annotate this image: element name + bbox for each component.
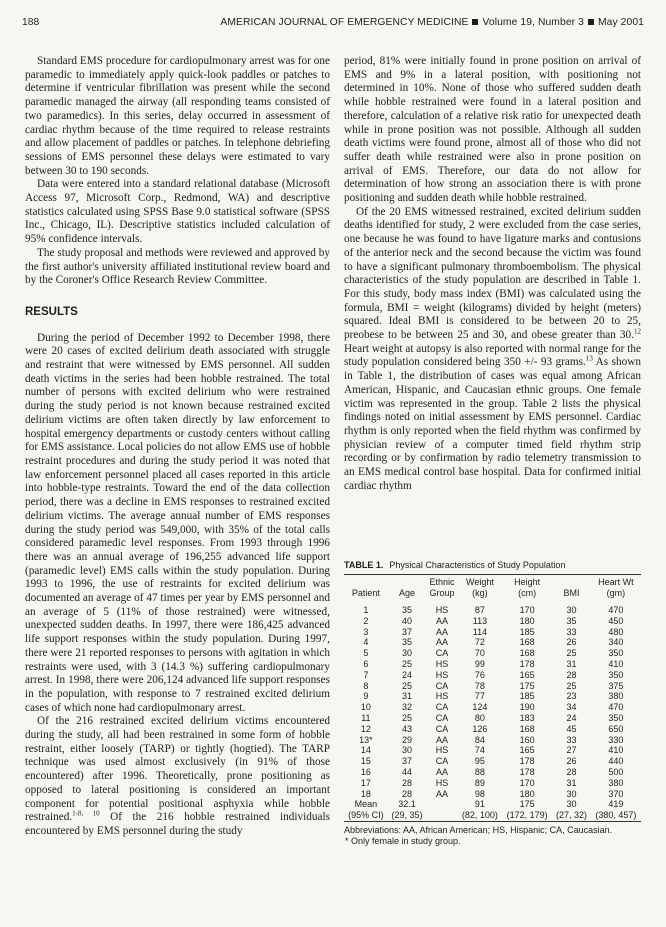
table-row xyxy=(344,648,641,659)
table-cell: 35 xyxy=(401,605,412,615)
table-cell: 34 xyxy=(566,702,577,713)
table-cell: 74 xyxy=(474,745,485,756)
table-cell: CA xyxy=(435,648,449,659)
table-cell: 99 xyxy=(474,658,485,669)
table-cell: 410 xyxy=(608,745,624,756)
table-cell: 10 xyxy=(360,702,371,713)
table-cell: 37 xyxy=(401,626,412,637)
table-row xyxy=(344,767,641,778)
reference-superscript: 12 xyxy=(634,327,641,336)
table-cell: 98 xyxy=(474,788,485,799)
table-row xyxy=(344,713,641,724)
table-cell: 23 xyxy=(566,691,577,702)
table-cell: 15 xyxy=(360,756,371,767)
table-cell: CA xyxy=(435,712,449,723)
table-cell: 16 xyxy=(360,766,371,777)
table-cell: 28 xyxy=(401,777,412,788)
table-cell: 8 xyxy=(363,680,369,691)
table-cell: 35 xyxy=(566,615,577,626)
page-number: 188 xyxy=(22,16,40,28)
table-row xyxy=(344,659,641,670)
table-cell: 25 xyxy=(401,680,412,691)
table-cell: 180 xyxy=(519,615,535,626)
table-row xyxy=(344,735,641,746)
table-cell: HS xyxy=(435,691,449,702)
table-cell: 77 xyxy=(474,691,485,702)
table-cell: 30 xyxy=(566,788,577,799)
table-1 xyxy=(344,560,641,847)
table-title: Physical Characteristics of Study Population xyxy=(389,560,566,570)
table-cell: 9 xyxy=(363,691,369,702)
table-cell: 380 xyxy=(608,777,624,788)
table-cell: 7 xyxy=(363,669,369,680)
table-cell: AA xyxy=(435,637,448,648)
table-cell: AA xyxy=(435,734,448,745)
table-cell: 178 xyxy=(519,756,535,767)
table-cell: 32.1 xyxy=(398,799,416,810)
table-cell: 44 xyxy=(401,766,412,777)
table-cell: 17 xyxy=(360,777,371,788)
table-cell: 500 xyxy=(608,766,624,777)
paragraph-text: As shown in Table 1, the distribution of cases was equal among African American, Hispanic, and Caucasian ethnic groups. One female victim was represented in the group. Table 2 lists the physical findings noted on initial assessment by EMS personnel. Cardiac rhythm is only reported when the field rhythm was confirmed by physician review of a computer timed field rhythm strip recording or by confirmation by radio telemetry transmission to an EMS medical control base hospital. Data for confirmed initial cardiac rhythm xyxy=(344,356,641,492)
table-cell: 350 xyxy=(608,669,624,680)
paragraph-text: Heart weight at autopsy is also reported with normal range for the study population considered being 350 +/- 93 grams. xyxy=(344,342,641,369)
table-cell: 168 xyxy=(519,723,535,734)
table-cell: 37 xyxy=(401,756,412,767)
table-cell: 88 xyxy=(474,766,485,777)
table-cell: 185 xyxy=(519,691,535,702)
table-caption xyxy=(344,560,641,570)
body-paragraph: period, 81% were initially found in prone position on arrival of EMS and 9% in a lateral position, with positioning not determined in 10%. None of those who suffered sudden death while hobble restrained were found in a lateral position and therefore, calculation of a relative risk ratio for unexpected death while in prone position was not possible. Although all sudden death victims were found prone, almost all of those who did not suffer death while restrained were also in prone position on arrival of EMS. Therefore, our data do not allow for determination of how strong an association there is with prone positioning and sudden death while hobble restrained. xyxy=(344,55,641,205)
table-cell: CA xyxy=(435,680,449,691)
table-cell: 31 xyxy=(566,777,577,788)
table-cell: 480 xyxy=(608,626,624,637)
table-cell: 410 xyxy=(608,658,624,669)
table-cell: 31 xyxy=(401,691,412,702)
table-cell: 33 xyxy=(566,734,577,745)
table-cell: 178 xyxy=(519,766,535,777)
separator-square-icon xyxy=(588,19,594,25)
table-cell: 380 xyxy=(608,691,624,702)
table-cell: 13* xyxy=(359,734,373,745)
journal-date: May 2001 xyxy=(597,16,644,28)
table-cell: 40 xyxy=(401,615,412,626)
table-cell: 26 xyxy=(566,637,577,648)
table-cell: 370 xyxy=(608,788,624,799)
table-cell: 30 xyxy=(566,799,577,810)
table-cell: 26 xyxy=(566,756,577,767)
table-cell: 28 xyxy=(566,669,577,680)
table-cell: (27, 32) xyxy=(556,810,588,821)
table-cell: 165 xyxy=(519,669,535,680)
table-cell: 45 xyxy=(566,723,577,734)
table-cell: HS xyxy=(435,605,449,615)
table-cell: 168 xyxy=(519,637,535,648)
header-text: (cm) xyxy=(518,588,537,598)
table-cell: (380, 457) xyxy=(595,810,637,821)
body-paragraph: During the period of December 1992 to December 1998, there were 20 cases of excited delirium death associated with struggle and restraint that were witnessed by EMS personnel. All sudden death victims in the series had been hobble restrained. The total number of persons with excited delirium who were restrained during the study period is not known because restrained excited delirium victims are often taken directly by law enforcement to hospital emergency departments or custody centers without calling for EMS assistance. Local policies do not allow EMS use of hobble restraint procedures and during the study period it was noted that law enforcement personnel placed all cases reported in this article into hobble-type restraints. Toward the end of the data collection period, there was a decline in EMS responses to restrained excited delirium victims. The average annual number of EMS responses during the study period was 549,000, with 35% of the total calls considered paramedic level responses. From 1993 through 1996 there was an annual average of 196,255 advanced life support (paramedic level) EMS calls within the study population. During 1993 to 1996, the use of restraints for excited delirium was documented an average of 47 times per year by EMS personnel and an average of 5 (11% of those restrained) were witnessed, unexpected sudden deaths. In 1997, there were 186,425 advanced life support responses within the study population. During 1997, there were 21 reported responses to persons with agitation in which restraints were used, with 3 (14.3 %) suffering cardiopulmonary arrest. In 1998, there were 206,124 advanced life support responses in the population, with response to 7 restrained excited delirium cases of which none had cardiopulmonary arrest. xyxy=(25,331,330,714)
table-cell: (172, 179) xyxy=(506,810,548,821)
table-cell: 25 xyxy=(401,658,412,669)
right-column xyxy=(344,55,641,494)
table-cell: 183 xyxy=(519,712,535,723)
table-row xyxy=(344,616,641,627)
table-cell: 95 xyxy=(474,756,485,767)
table-cell: 31 xyxy=(566,658,577,669)
table-column-header xyxy=(502,575,552,602)
running-header xyxy=(22,14,644,30)
table-cell: 5 xyxy=(363,648,369,659)
table-cell: 350 xyxy=(608,712,624,723)
table-cell: 165 xyxy=(519,745,535,756)
table-cell: 113 xyxy=(472,615,488,626)
table-cell: 25 xyxy=(566,648,577,659)
table-cell: 80 xyxy=(474,712,485,723)
table-cell: 330 xyxy=(608,734,624,745)
table-cell: 24 xyxy=(566,712,577,723)
table-cell: 12 xyxy=(360,723,371,734)
left-column xyxy=(25,55,330,839)
table-cell: 650 xyxy=(608,723,624,734)
table-cell: HS xyxy=(435,777,449,788)
section-heading-results: RESULTS xyxy=(25,305,78,318)
header-text: Age xyxy=(398,588,415,598)
table-cell: 30 xyxy=(401,648,412,659)
header-text: Group xyxy=(429,588,455,598)
table-cell: HS xyxy=(435,658,449,669)
table-cell: 30 xyxy=(566,605,577,615)
data-table xyxy=(344,575,641,821)
table-cell: 168 xyxy=(519,648,535,659)
reference-superscript: 1-8, 10 xyxy=(72,809,100,818)
table-column-header xyxy=(344,575,388,602)
table-cell: 11 xyxy=(361,712,371,723)
header-text: Ethnic xyxy=(429,577,455,587)
table-row xyxy=(344,724,641,735)
table-cell: 84 xyxy=(474,734,485,745)
table-column-header xyxy=(388,575,427,602)
journal-volume: Volume 19, Number 3 xyxy=(482,16,584,28)
header-text: (kg) xyxy=(472,588,488,598)
header-text: Patient xyxy=(351,588,380,598)
body-paragraph xyxy=(25,715,330,838)
footnote-female: * Only female in study group. xyxy=(345,835,461,846)
journal-line xyxy=(220,17,644,28)
table-cell: CA xyxy=(435,756,449,767)
table-cell: 170 xyxy=(519,777,535,788)
table-cell: AA xyxy=(435,788,448,799)
table-cell: 1 xyxy=(363,605,369,615)
table-cell: (82, 100) xyxy=(461,810,498,821)
table-cell: 190 xyxy=(519,702,535,713)
body-paragraph: Data were entered into a standard relational database (Microsoft Access 97, Microsoft Corp., Redmond, WA) and descriptive statistics calculated using SPSS Base 9.0 statistical software (SPSS Inc., Chicago, IL). Descriptive statistics included calculation of 95% confidence intervals. xyxy=(25,178,330,246)
table-cell: 70 xyxy=(474,648,485,659)
table-row xyxy=(344,778,641,789)
table-cell xyxy=(426,799,458,810)
table-row xyxy=(344,702,641,713)
footnote-abbreviations: Abbreviations: AA, African American; HS, Hispanic; CA, Caucasian. xyxy=(344,824,613,835)
table-row xyxy=(344,756,641,767)
table-cell: 29 xyxy=(401,734,412,745)
table-row xyxy=(344,691,641,702)
table-cell: 28 xyxy=(401,788,412,799)
header-text: Weight xyxy=(465,577,494,587)
body-paragraph: Standard EMS procedure for cardiopulmonary arrest was for one paramedic to immediately apply quick-look paddles or patches to determine if ventricular fibrillation was present while the second paramedic managed the airway (all responding teams consisted of two paramedics). In this series, delay occurred in assessment of cardiac rhythm because of the time required to release restraints and allow placement of paddles or patches. In telephone debriefing sessions of EMS personnel these delays were estimated to vary between 30 to 190 seconds. xyxy=(25,55,330,177)
table-cell: 126 xyxy=(472,723,488,734)
body-paragraph xyxy=(344,206,641,494)
paragraph-text: Of the 216 restrained excited delirium victims encountered during the study, all had been restrained in some form of hobble restraint, either loosely (TARP) or tightly (hogtied). The TARP technique was used almost exclusively (in 91% of those encountered) after 1996. Theoretically, prone positioning as opposed to lateral positioning is considered an important component for potential positional asphyxia while hobble restrained. xyxy=(25,715,330,824)
table-cell: 350 xyxy=(608,648,624,659)
table-cell: 175 xyxy=(519,680,535,691)
table-row xyxy=(344,799,641,810)
header-text: BMI xyxy=(563,588,580,598)
table-cell: 470 xyxy=(608,605,624,615)
table-cell: 89 xyxy=(474,777,485,788)
table-cell: 91 xyxy=(474,799,485,810)
paragraph-text: Of the 216 hobble restrained individuals encountered by EMS personnel during the study xyxy=(25,811,330,837)
table-cell: 30 xyxy=(401,745,412,756)
table-column-header xyxy=(552,575,591,602)
table-footnotes xyxy=(344,825,641,847)
table-cell: 450 xyxy=(608,615,624,626)
journal-title: AMERICAN JOURNAL OF EMERGENCY MEDICINE xyxy=(220,16,469,28)
table-row xyxy=(344,627,641,638)
table-cell: 87 xyxy=(474,605,485,615)
table-cell: 470 xyxy=(608,702,624,713)
table-bottom-rule xyxy=(344,821,641,822)
table-header-row xyxy=(344,575,641,602)
table-cell: 25 xyxy=(401,712,412,723)
table-cell: HS xyxy=(435,669,449,680)
table-cell: 25 xyxy=(566,680,577,691)
paragraph-text: Of the 20 EMS witnessed restrained, excited delirium sudden deaths identified for study, 2 were excluded from the case series, one because he was found to have ligature marks and contusions of the anterior neck and the second because the victim was found to have a significant pulmonary thromboembolism. The physical characteristics of the study population are described in Table 1. For this study, body mass index (BMI) was calculated using the formula, BMI = weight (kilograms) divided by height (meters) squared. Ideal BMI is considered to be between 20 to 25, preobese to be between 25 and 30, and obese greater than 30. xyxy=(344,205,641,342)
table-row xyxy=(344,670,641,681)
table-cell: 33 xyxy=(566,626,577,637)
table-cell: Mean xyxy=(354,799,378,810)
table-row xyxy=(344,745,641,756)
table-cell: AA xyxy=(435,626,448,637)
table-cell: 170 xyxy=(519,605,535,615)
table-column-header xyxy=(458,575,502,602)
table-cell: 185 xyxy=(519,626,535,637)
table-number: TABLE 1. xyxy=(344,560,384,570)
table-cell: 180 xyxy=(519,788,535,799)
separator-square-icon xyxy=(472,19,478,25)
table-cell xyxy=(426,810,458,821)
table-cell: HS xyxy=(435,745,449,756)
table-cell: (95% CI) xyxy=(348,810,384,821)
table-cell: CA xyxy=(435,702,449,713)
table-column-header xyxy=(426,575,458,602)
table-row xyxy=(344,637,641,648)
table-cell: 419 xyxy=(608,799,624,810)
table-cell: 78 xyxy=(474,680,485,691)
table-cell: CA xyxy=(435,723,449,734)
table-cell: 2 xyxy=(363,615,369,626)
table-cell: 160 xyxy=(519,734,535,745)
table-cell: 6 xyxy=(363,658,369,669)
table-body xyxy=(344,602,641,821)
table-cell: 18 xyxy=(360,788,371,799)
table-cell: 4 xyxy=(363,637,369,648)
header-text: Height xyxy=(514,577,541,587)
header-text: (gm) xyxy=(606,588,626,598)
table-cell: 32 xyxy=(401,702,412,713)
table-cell: 76 xyxy=(474,669,485,680)
table-cell: 35 xyxy=(401,637,412,648)
table-cell: 27 xyxy=(566,745,577,756)
table-cell: 43 xyxy=(401,723,412,734)
table-row xyxy=(344,810,641,821)
table-row xyxy=(344,789,641,800)
body-paragraph: The study proposal and methods were reviewed and approved by the first author's university affiliated institutional review board and by the Coroner's Office Research Review Committee. xyxy=(25,246,330,287)
table-cell: 175 xyxy=(519,799,535,810)
table-cell: AA xyxy=(435,615,448,626)
table-cell: 178 xyxy=(519,658,535,669)
table-row xyxy=(344,681,641,692)
table-column-header xyxy=(591,575,641,602)
table-cell: 24 xyxy=(401,669,412,680)
table-cell: AA xyxy=(435,766,448,777)
table-cell: 440 xyxy=(608,756,624,767)
header-text: Heart Wt xyxy=(598,577,634,587)
table-cell: 14 xyxy=(360,745,371,756)
table-cell: 340 xyxy=(608,637,624,648)
table-cell: 375 xyxy=(608,680,624,691)
table-cell: 124 xyxy=(472,702,488,713)
table-cell: 28 xyxy=(566,766,577,777)
table-row xyxy=(344,602,641,616)
reference-superscript: 13 xyxy=(585,354,593,363)
table-cell: 114 xyxy=(472,626,488,637)
table-cell: 72 xyxy=(474,637,485,648)
table-cell: (29, 35) xyxy=(391,810,423,821)
table-cell: 3 xyxy=(363,626,369,637)
